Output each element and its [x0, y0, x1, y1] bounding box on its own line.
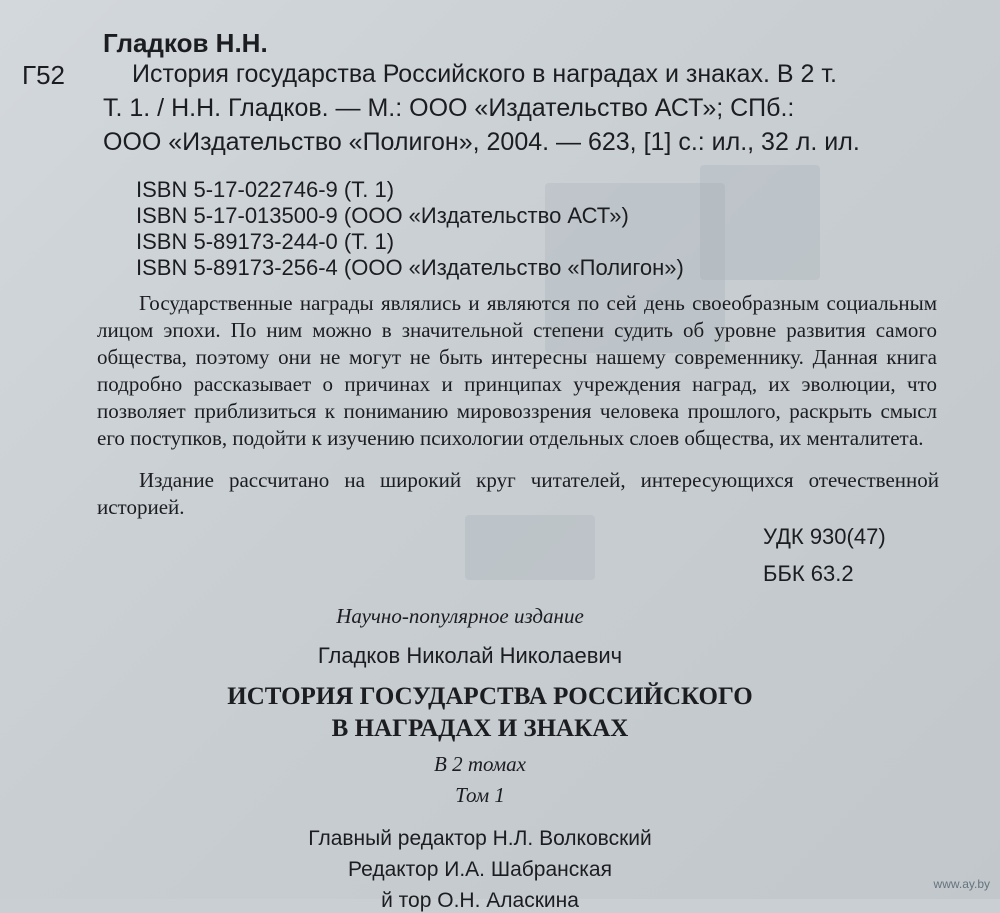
show-through-mark — [700, 165, 820, 280]
bbk-index: ББК 63.2 — [763, 561, 854, 586]
isbn-line: ISBN 5-89173-244-0 (Т. 1) — [136, 229, 395, 254]
catalog-code: Г52 — [22, 60, 65, 90]
bibliographic-line: Т. 1. / Н.Н. Гладков. — М.: ООО «Издательство АСТ»; СПб.: — [103, 94, 795, 122]
author-heading: Гладков Н.Н. — [103, 28, 268, 58]
annotation-paragraph: Государственные награды являлись и являются по сей день своеобразным социальным лицом эпохи. По ним можно в значительной степени судить об уровне развития самого общества, поэтому они не могут не быть интересны нашему современнику. Данная книга подробно рассказывает о причинах и принципах учреждения наград, их эволюции, что позволяет приблизиться к пониманию мировоззрения человека прошлого, раскрыть смысл его поступков, подойти к изучению психологии отдельных слоев общества, их менталитета. — [97, 291, 937, 450]
edition-type: Научно-популярное издание — [336, 604, 584, 628]
editor-credit: Главный редактор Н.Л. Волковский — [308, 827, 652, 850]
udc-index: УДК 930(47) — [763, 524, 886, 549]
book-title-line: ИСТОРИЯ ГОСУДАРСТВА РОССИЙСКОГО — [227, 683, 753, 710]
editor-credit-partial: й тор О.Н. Аласкина — [381, 889, 579, 912]
book-title-line: В НАГРАДАХ И ЗНАКАХ — [331, 715, 629, 742]
volume-number: Том 1 — [455, 783, 505, 807]
isbn-line: ISBN 5-17-013500-9 (ООО «Издательство АСТ») — [136, 203, 629, 228]
bibliographic-line: История государства Российского в наградах и знаках. В 2 т. — [132, 60, 837, 88]
isbn-line: ISBN 5-17-022746-9 (Т. 1) — [136, 177, 395, 202]
editor-credit: Редактор И.А. Шабранская — [348, 858, 612, 881]
author-full-name: Гладков Николай Николаевич — [317, 643, 623, 668]
source-watermark: www.ay.by — [933, 877, 990, 891]
isbn-line: ISBN 5-89173-256-4 (ООО «Издательство «Полигон») — [136, 255, 684, 280]
volume-count: В 2 томах — [434, 752, 526, 776]
annotation-paragraph: Издание рассчитано на широкий круг читателей, интересующихся отечественной историей. — [97, 468, 939, 519]
bibliographic-line: ООО «Издательство «Полигон», 2004. — 623, [1] с.: ил., 32 л. ил. — [103, 128, 860, 156]
show-through-mark — [465, 515, 595, 580]
